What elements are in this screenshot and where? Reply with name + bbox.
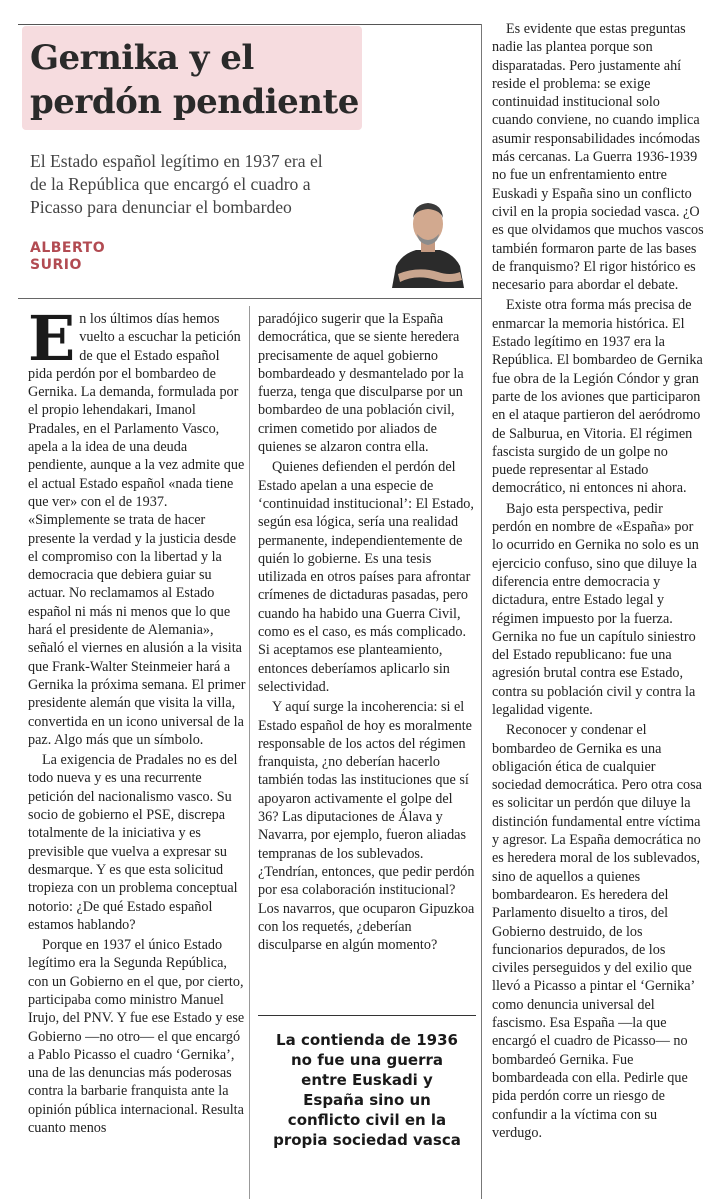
author-photo	[388, 188, 468, 288]
byline-rule	[18, 298, 482, 299]
paragraph: paradójico sugerir que la España democrática, que se siente heredera precisamente de aquel gobierno bombardeado y desmantelado por la fuerza, tenga que disculparse por un bombardeo de una población civil, crimen cometido por aliados de quienes se alzaron contra ella.	[258, 311, 464, 456]
paragraph: Quienes defienden el perdón del Estado apelan a una especie de ‘continuidad institucional’: El Estado, según esa lógica, sería una realidad permanente, independientemente de quién lo gobierne. Es una tesis utilizada en otros países para afrontar crímenes de dictaduras pasadas, pero cuando ha habido una Guerra Civil, como es el caso, es más complicado. Si aceptamos ese planteamiento, entonces deberíamos aplicarlo sin selectividad.	[258, 459, 474, 695]
column-divider-2	[481, 306, 482, 1199]
top-rule	[18, 24, 482, 25]
paragraph: Es evidente que estas preguntas nadie las plantea porque son disparatadas. Pero justamente ahí reside el problema: se exige continuidad institucional solo cuando conviene, no cuando implica asumir responsabilidades incómodas más cercanas. La Guerra 1936-1939 no fue un enfrentamiento entre Euskadi y España sino un conflicto civil en la propia sociedad vasca. ¿O es que olvidamos que muchos vascos también formaron parte de las bases de franquismo? El rigor histórico es necesario para abordar el debate.	[492, 21, 704, 294]
column-divider-1	[249, 306, 250, 1199]
article-column-3	[492, 20, 704, 1144]
paragraph: Y aquí surge la incoherencia: si el Estado español de hoy es moralmente responsable de los actos del régimen franquista, ¿no deberían hacerlo también todas las instituciones que sí apoyaron activamente el golpe del 36? Las diputaciones de Álava y Navarra, por ejemplo, fueron aliadas tempranas de los sublevados. ¿Tendrían, entonces, que pedir perdón por esa colaboración institucional? Los navarros, que ocuparon Gipuzkoa con los requetés, ¿deberían disculparse en algún momento?	[258, 699, 475, 954]
article-headline: Gernika y el perdón pendiente	[30, 38, 359, 122]
paragraph	[28, 302, 246, 749]
article-column-2	[258, 310, 476, 956]
drop-cap: E	[28, 302, 76, 375]
article-column-1	[28, 302, 246, 1139]
article-subhead: El Estado español legítimo en 1937 era el de la República que encargó el cuadro a Picasso para denunciar el bombardeo	[30, 151, 323, 217]
paragraph: Existe otra forma más precisa de enmarcar la memoria histórica. El Estado legítimo en 1937 era la República. El bombardeo de Gernika fue obra de la Legión Cóndor y gran parte de los aviones que participaron en el ataque partieron del aeródromo de Salburua, en Vitoria. El régimen fascista surgido de un golpe no puede representar al Estado democrático, ni entonces ni ahora.	[492, 297, 703, 497]
pullquote: La contienda de 1936 no fue una guerra entre Euskadi y España sino un conflicto civil en la propia sociedad vasca	[273, 1031, 461, 1149]
paragraph: Bajo esta perspectiva, pedir perdón en nombre de «España» por lo ocurrido en Gernika no solo es un ejercicio confuso, sino que diluye la diferencia entre democracia y dictadura, entre Estado legal y régimen impuesto por la fuerza. Gernika no fue un capítulo siniestro del Estado republicano: fue una agresión brutal contra ese Estado, contra su población civil y contra la legalidad vigente.	[492, 500, 699, 718]
author-name: ALBERTO SURIO	[30, 240, 106, 273]
paragraph: Porque en 1937 el único Estado legítimo era la Segunda República, con un Gobierno en el que, por cierto, participaba como ministro Manuel Irujo, del PNV. Y fue ese Estado y ese Gobierno —no otro— el que encargó a Pablo Picasso el cuadro ‘Gernika’, una de las denuncias más poderosas contra la barbarie franquista ante la opinión pública internacional. Resulta cuanto menos	[28, 937, 245, 1137]
paragraph-text: n los últimos días hemos vuelto a escuchar la petición de que el Estado español pida perdón por el bombardeo de Gernika. La demanda, formulada por el propio lehendakari, Imanol Pradales, en el Parlamento Vasco, apela a la idea de una deuda pendiente, aunque a la vez admite que el actual Estado español «nada tiene que ver» con el de 1937. «Simplemente se trata de hacer presente la verdad y la justicia desde el compromiso con la libertad y la democracia que debiera guiar su actuar. No reclamamos al Estado español ni más ni menos que lo que hará el presidente de Alemania», señaló el viernes en alusión a la visita que Frank-Walter Steinmeier hará a Gernika la próxima semana. El primer presidente alemán que visita la villa, convertida en un icono universal de la paz. Algo más que un símbolo.	[28, 311, 246, 748]
paragraph: La exigencia de Pradales no es del todo nueva y es una recurrente petición del nacionalismo vasco. Su socio de gobierno el PSE, discrepa totalmente de la iniciativa y es previsible que vuelva a expresar su desmarque. Y es que esta solicitud tropieza con un problema conceptual notorio: ¿De qué Estado español estamos hablando?	[28, 752, 238, 933]
paragraph: Reconocer y condenar el bombardeo de Gernika es una obligación ética de cualquier sociedad democrática. Pero otra cosa es solicitar un perdón que diluye la distinción fundamental entre víctima y agresor. La España democrática no es heredera moral de los sublevados, sino de aquellos a quienes bombardearon. Es heredera del Parlamento disuelto a tiros, del Gobierno destruido, de los funcionarios depurados, de los civiles perseguidos y del exilio que llevó a Picasso a pintar el ‘Gernika’ como denuncia universal del fascismo. Esa España —la que encargó el cuadro de Picasso— no bombardeó Gernika. Fue bombardeada con ella. Pedirle que pida perdón corre un riesgo de confundir a la víctima con su verdugo.	[492, 722, 702, 1141]
pullquote-rule	[258, 1015, 476, 1016]
